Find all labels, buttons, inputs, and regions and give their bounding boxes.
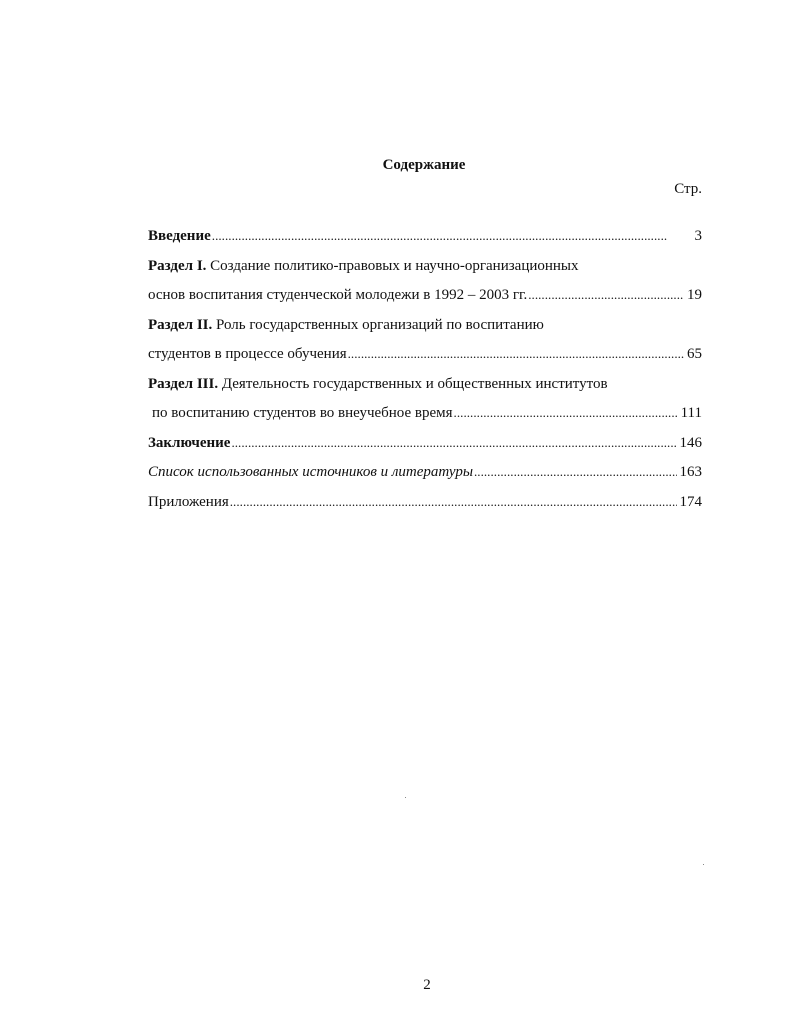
- toc-entry-title: Заключение: [148, 434, 231, 451]
- toc-entry-section-2-line-2: [148, 344, 702, 374]
- dot-leader: [230, 492, 677, 512]
- toc-entry-page: 163: [679, 464, 702, 480]
- toc-entry-page: 146: [679, 434, 702, 451]
- toc-entry-title: Приложения: [148, 493, 229, 510]
- page-title: Содержание: [382, 157, 466, 173]
- toc-entry-title-cont: студентов в процессе обучения: [148, 346, 347, 362]
- toc-entry-sources: [148, 462, 702, 492]
- toc-entry-lead: Раздел III.: [148, 375, 219, 392]
- toc-entry-title-cont: по воспитанию студентов во внеучебное время: [152, 405, 453, 421]
- scan-speck: [405, 797, 406, 798]
- toc-entry-title: Введение: [148, 228, 211, 244]
- toc-entry-section-1-line-2: [148, 285, 702, 315]
- page-number: 2: [423, 977, 431, 993]
- toc-entry-section-3-line-2: [148, 403, 702, 433]
- toc-entry-conclusion: [148, 433, 702, 463]
- toc-entry-page: 19: [687, 287, 702, 303]
- dot-leader: [348, 344, 684, 364]
- toc-entry-page: 174: [679, 493, 702, 510]
- toc-entry-page: 65: [687, 346, 702, 362]
- toc-entry-title: Роль государственных организаций по воспитанию: [212, 316, 544, 333]
- dot-leader: [212, 226, 692, 246]
- toc-entry-section-1-line-1: [148, 256, 702, 286]
- toc-entry-section-2-line-1: [148, 315, 702, 345]
- toc-entry-section-3-line-1: [148, 374, 702, 404]
- toc-entry-title: Деятельность государственных и общественных институтов: [218, 375, 608, 392]
- table-of-contents: [148, 226, 702, 521]
- dot-leader: [231, 433, 676, 453]
- toc-entry-appendices: [148, 492, 702, 522]
- toc-entry-page: 111: [680, 405, 702, 421]
- page-column-label: Стр.: [674, 181, 702, 197]
- toc-entry-title: Создание политико-правовых и научно-организационных: [206, 257, 579, 274]
- scan-speck: [703, 864, 704, 865]
- dot-leader: [474, 462, 677, 482]
- dot-leader: [454, 403, 678, 423]
- toc-entry-introduction: [148, 226, 702, 256]
- toc-entry-lead: Раздел II.: [148, 316, 213, 333]
- toc-entry-title: Список использованных источников и литературы: [148, 464, 473, 480]
- toc-entry-lead: Раздел I.: [148, 257, 207, 274]
- toc-entry-title-cont: основ воспитания студенческой молодежи в 1992 – 2003 гг.: [148, 287, 528, 303]
- toc-entry-page: 3: [694, 228, 702, 244]
- dot-leader: [528, 285, 684, 305]
